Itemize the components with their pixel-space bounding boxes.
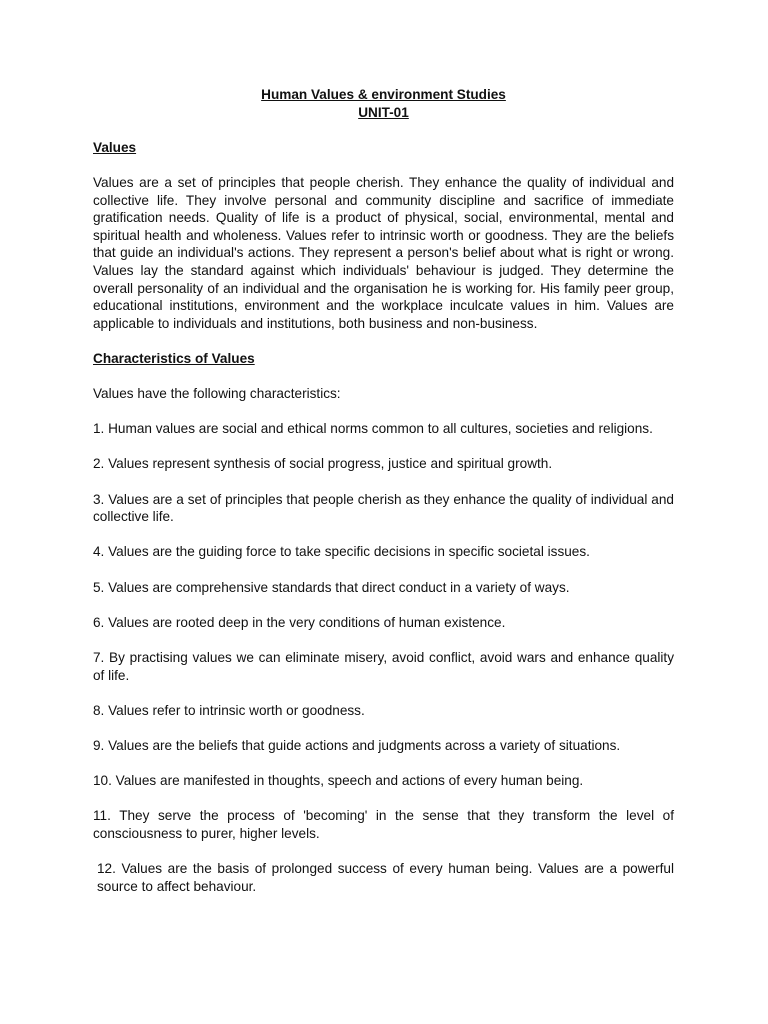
list-item-6: 6. Values are rooted deep in the very conditions of human existence. <box>93 614 506 630</box>
list-item-5: 5. Values are comprehensive standards that direct conduct in a variety of ways. <box>93 579 570 595</box>
section-heading-values: Values <box>93 139 137 155</box>
list-item-10: 10. Values are manifested in thoughts, speech and actions of every human being. <box>93 773 584 789</box>
list-item-11: 11. They serve the process of 'becoming' in the sense that they transform the level of consciousness to purer, higher levels. <box>93 808 674 841</box>
list-item-7: 7. By practising values we can eliminate misery, avoid conflict, avoid wars and enhance quality of life. <box>93 650 674 683</box>
list-item-12: 12. Values are the basis of prolonged success of every human being. Values are a powerful source to affect behaviour. <box>97 861 674 894</box>
list-item-3: 3. Values are a set of principles that people cherish as they enhance the quality of individual and collective life. <box>93 491 674 525</box>
unit-label: UNIT-01 <box>358 104 409 120</box>
list-item-1: 1. Human values are social and ethical norms common to all cultures, societies and religions. <box>93 421 653 437</box>
list-item-8: 8. Values refer to intrinsic worth or goodness. <box>93 702 365 718</box>
section-heading-characteristics: Characteristics of Values <box>93 350 255 366</box>
document-title: Human Values & environment Studies <box>261 87 506 102</box>
document-content <box>93 86 674 895</box>
characteristics-intro: Values have the following characteristics: <box>93 386 341 402</box>
title-block <box>93 86 674 121</box>
values-paragraph: Values are a set of principles that people cherish. They enhance the quality of individual and collective life. They involve personal and community discipline and sacrifice of immediate gratification needs. Quality of life is a product of physical, social, environmental, mental and spiritual health and wholeness. Values refer to intrinsic worth or goodness. They are the beliefs that guide an individual's actions. They represent a person's belief about what is right or wrong. Values lay the standard against which individuals' behaviour is judged. They determine the overall personality of an individual and the organisation he is working for. His family peer group, educational institutions, environment and the workplace inculcate values in him. Values are applicable to individuals and institutions, both business and non-business. <box>93 174 674 331</box>
list-item-2: 2. Values represent synthesis of social progress, justice and spiritual growth. <box>93 456 553 472</box>
list-item-4: 4. Values are the guiding force to take specific decisions in specific societal issues. <box>93 544 590 560</box>
list-item-9: 9. Values are the beliefs that guide actions and judgments across a variety of situations. <box>93 737 621 753</box>
